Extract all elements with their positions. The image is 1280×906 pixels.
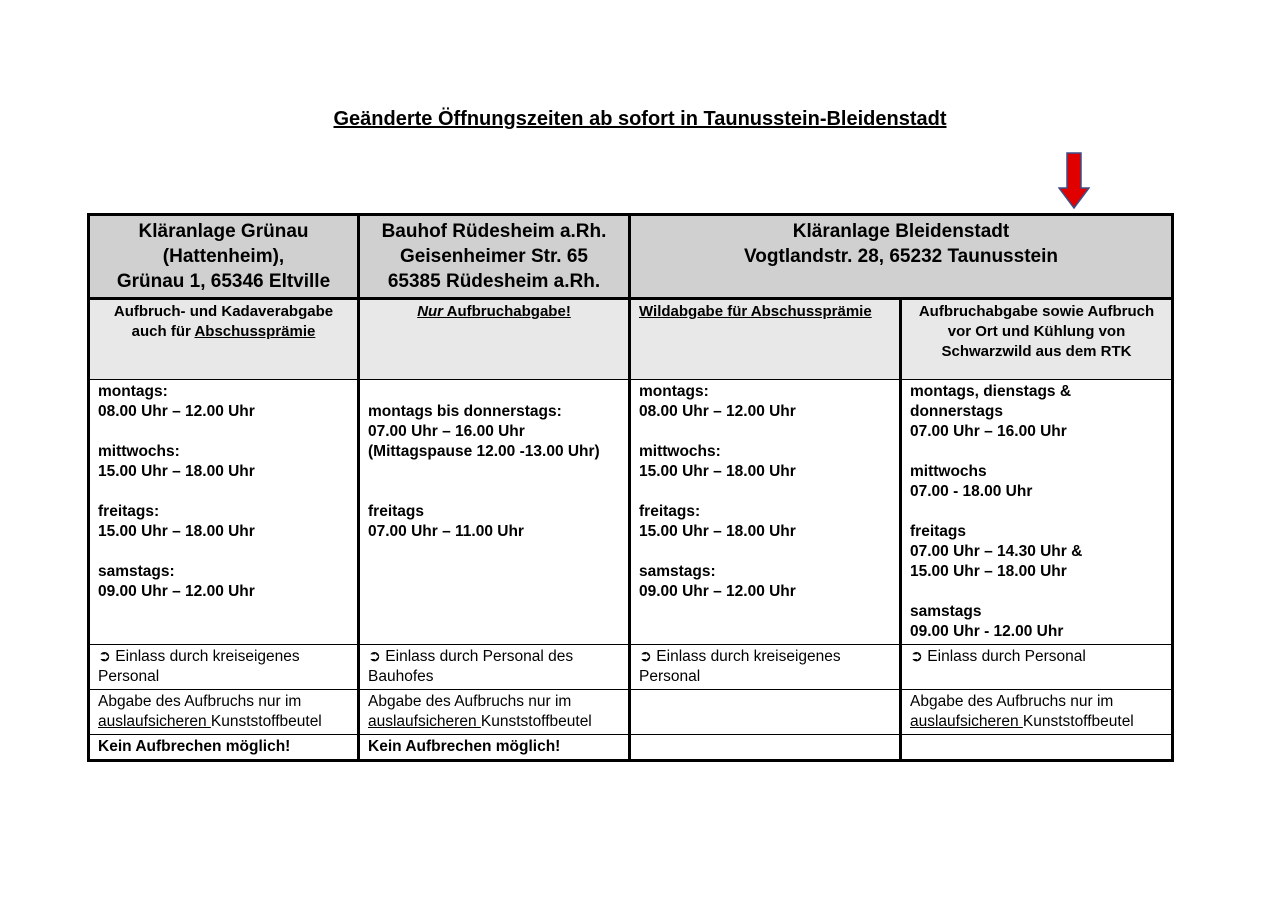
bag-col4: Abgabe des Aufbruchs nur im auslaufsicheren Kunststoffbeutel [901, 690, 1173, 735]
bag-col2: Abgabe des Aufbruchs nur im auslaufsicheren Kunststoffbeutel [359, 690, 630, 735]
location-ruedesheim: Bauhof Rüdesheim a.Rh. Geisenheimer Str. 65 65385 Rüdesheim a.Rh. [359, 215, 630, 299]
entry-row [89, 645, 1173, 690]
hours-col4: montags, dienstags & donnerstags 07.00 Uhr – 16.00 Uhr mittwochs 07.00 - 18.00 Uhr freitags 07.00 Uhr – 14.30 Uhr & 15.00 Uhr – 18.00 Uhr samstags 09.00 Uhr - 12.00 Uhr [901, 380, 1173, 645]
bag-col1: Abgabe des Aufbruchs nur im auslaufsicheren Kunststoffbeutel [89, 690, 359, 735]
no-break-col2: Kein Aufbrechen möglich! [359, 735, 630, 761]
location-header-row [89, 215, 1173, 299]
service-col4: Aufbruchabgabe sowie Aufbruch vor Ort und Kühlung von Schwarzwild aus dem RTK [901, 299, 1173, 380]
no-break-row [89, 735, 1173, 761]
location-gruenau: Kläranlage Grünau (Hattenheim), Grünau 1, 65346 Eltville [89, 215, 359, 299]
entry-col3: ➲ Einlass durch kreiseigenes Personal [630, 645, 901, 690]
down-arrow-icon [1058, 152, 1090, 210]
entry-col2: ➲ Einlass durch Personal des Bauhofes [359, 645, 630, 690]
page-title: Geänderte Öffnungszeiten ab sofort in Taunusstein-Bleidenstadt [333, 108, 947, 130]
hours-col1: montags: 08.00 Uhr – 12.00 Uhr mittwochs: 15.00 Uhr – 18.00 Uhr freitags: 15.00 Uhr – 18.00 Uhr samstags: 09.00 Uhr – 12.00 Uhr [89, 380, 359, 645]
no-break-col1: Kein Aufbrechen möglich! [89, 735, 359, 761]
entry-col4: ➲ Einlass durch Personal [901, 645, 1173, 690]
no-break-col3-empty [630, 735, 901, 761]
hours-col3: montags: 08.00 Uhr – 12.00 Uhr mittwochs: 15.00 Uhr – 18.00 Uhr freitags: 15.00 Uhr – 18.00 Uhr samstags: 09.00 Uhr – 12.00 Uhr [630, 380, 901, 645]
bag-col3-empty [630, 690, 901, 735]
service-row [89, 299, 1173, 380]
opening-hours-table [87, 213, 1174, 762]
bag-row [89, 690, 1173, 735]
service-col2: Nur Aufbruchabgabe! [359, 299, 630, 380]
entry-col1: ➲ Einlass durch kreiseigenes Personal [89, 645, 359, 690]
no-break-col4-empty [901, 735, 1173, 761]
service-col1: Aufbruch- und Kadaverabgabe auch für Abschussprämie [89, 299, 359, 380]
service-col3: Wildabgabe für Abschussprämie [630, 299, 901, 380]
location-bleidenstadt: Kläranlage Bleidenstadt Vogtlandstr. 28, 65232 Taunusstein [630, 215, 1173, 299]
hours-col2: montags bis donnerstags: 07.00 Uhr – 16.00 Uhr (Mittagspause 12.00 -13.00 Uhr) freitags 07.00 Uhr – 11.00 Uhr [359, 380, 630, 645]
hours-row [89, 380, 1173, 645]
